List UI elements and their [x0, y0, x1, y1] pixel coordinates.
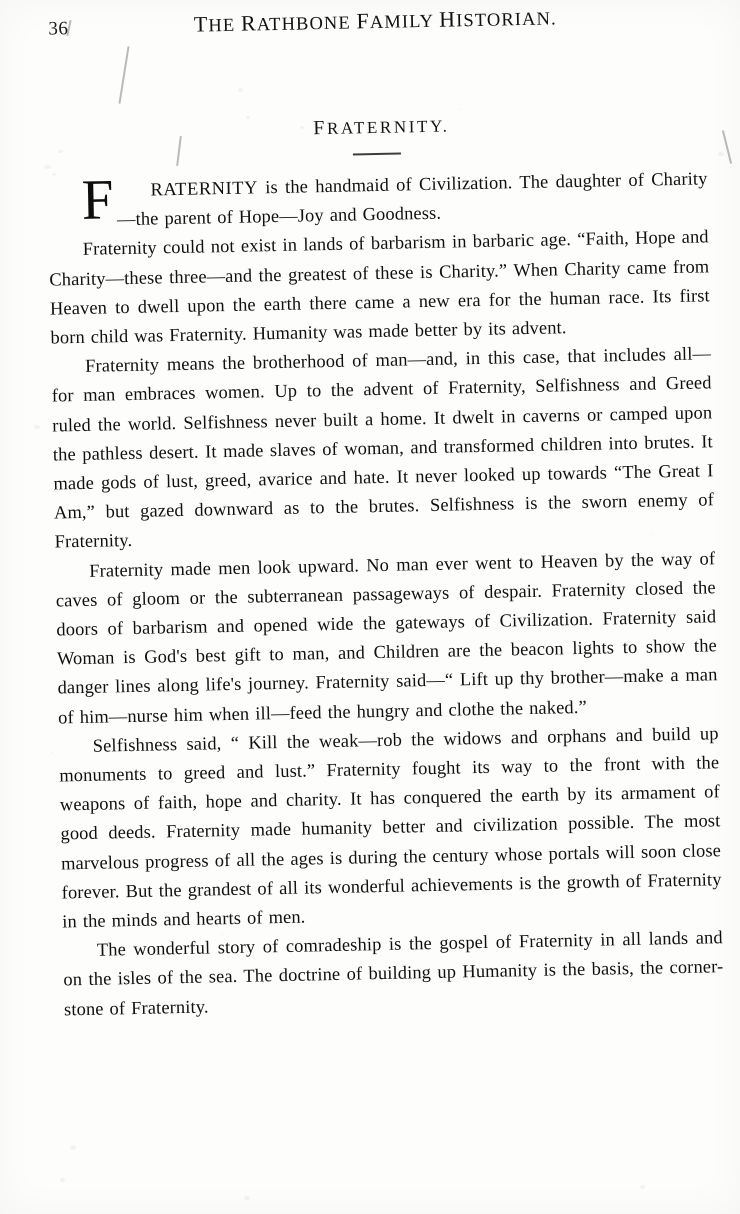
section-divider [353, 152, 401, 155]
pencil-mark [722, 130, 732, 163]
paragraph: Fraternity could not exist in lands of barbarism in barbaric age. “Faith, Hope and Charity—these three—and the greatest of these is Charity.” When Charity came from Heaven to dwell upon the earth there came a new era for the human race. Its first born child was Fraternity. Humanity was made better by its advent. [49, 226, 711, 348]
paper-blemish [718, 152, 724, 156]
paper-blemish [70, 1145, 76, 1150]
article-body [47, 164, 724, 1024]
paper-blemish [34, 425, 40, 429]
page-number: 36 [48, 18, 69, 40]
paragraph: Selfishness said, “ Kill the weak—rob the widows and orphans and build up monuments to greed and lust.” Fraternity fought its way to the front with the weapons of faith, hope and charity. It has conquered the earth by its armament of good deeds. Fraternity made humanity better and civilization possible. The most marvelous progress of all the ages is during the century whose portals will soon close forever. But the grandest of all its wonderful achievements is the growth of Fraternity in the minds and hearts of men. [59, 723, 722, 932]
paragraph-text: is the handmaid of Civilization. The daughter of Charity—the parent of Hope—Joy and Goodness. [116, 168, 708, 230]
running-head [40, 1, 704, 44]
paper-blemish [60, 1178, 65, 1182]
book-title: THE RATHBONE FAMILY HISTORIAN. [193, 6, 557, 37]
page-content [44, 1, 724, 1024]
paragraph: The wonderful story of comradeship is the gospel of Fraternity in all lands and on the isles of the sea. The doctrine of building up Humanity is the basis, the corner-stone of Fraternity. [63, 927, 724, 1020]
section-title: FRATERNITY. [313, 116, 450, 140]
drop-cap: F [81, 168, 115, 232]
paper-blemish [244, 1196, 250, 1200]
paragraph: Fraternity made men look upward. No man ever went to Heaven by the way of caves of gloom or the subterranean passageways of despair. Fraternity closed the doors of barbarism and opened wide the gateways of Civilization. Fraternity said Woman is God's best gift to man, and Children are the beacon lights to show the danger lines along life's journey. Fraternity said—“ Lift up thy brother—make a man of him—nurse him when ill—feed the hungry and clothe the naked.” [55, 547, 718, 728]
paragraph-lead: RATERNITY [150, 177, 259, 200]
paper-blemish [640, 1185, 645, 1189]
paragraph: Fraternity means the brotherhood of man—and, in this case, that includes all—for man embraces women. Up to the advent of Fraternity, Selfishness and Greed ruled the world. Selfishness never built a home. It dwelt in caverns or camped upon the pathless desert. It made slaves of woman, and transformed children into brutes. It made gods of lust, greed, avarice and hate. It never looked up towards “The Great I Am,” but gazed downward as to the brutes. Selfishness is the sworn enemy of Fraternity. [51, 343, 715, 552]
